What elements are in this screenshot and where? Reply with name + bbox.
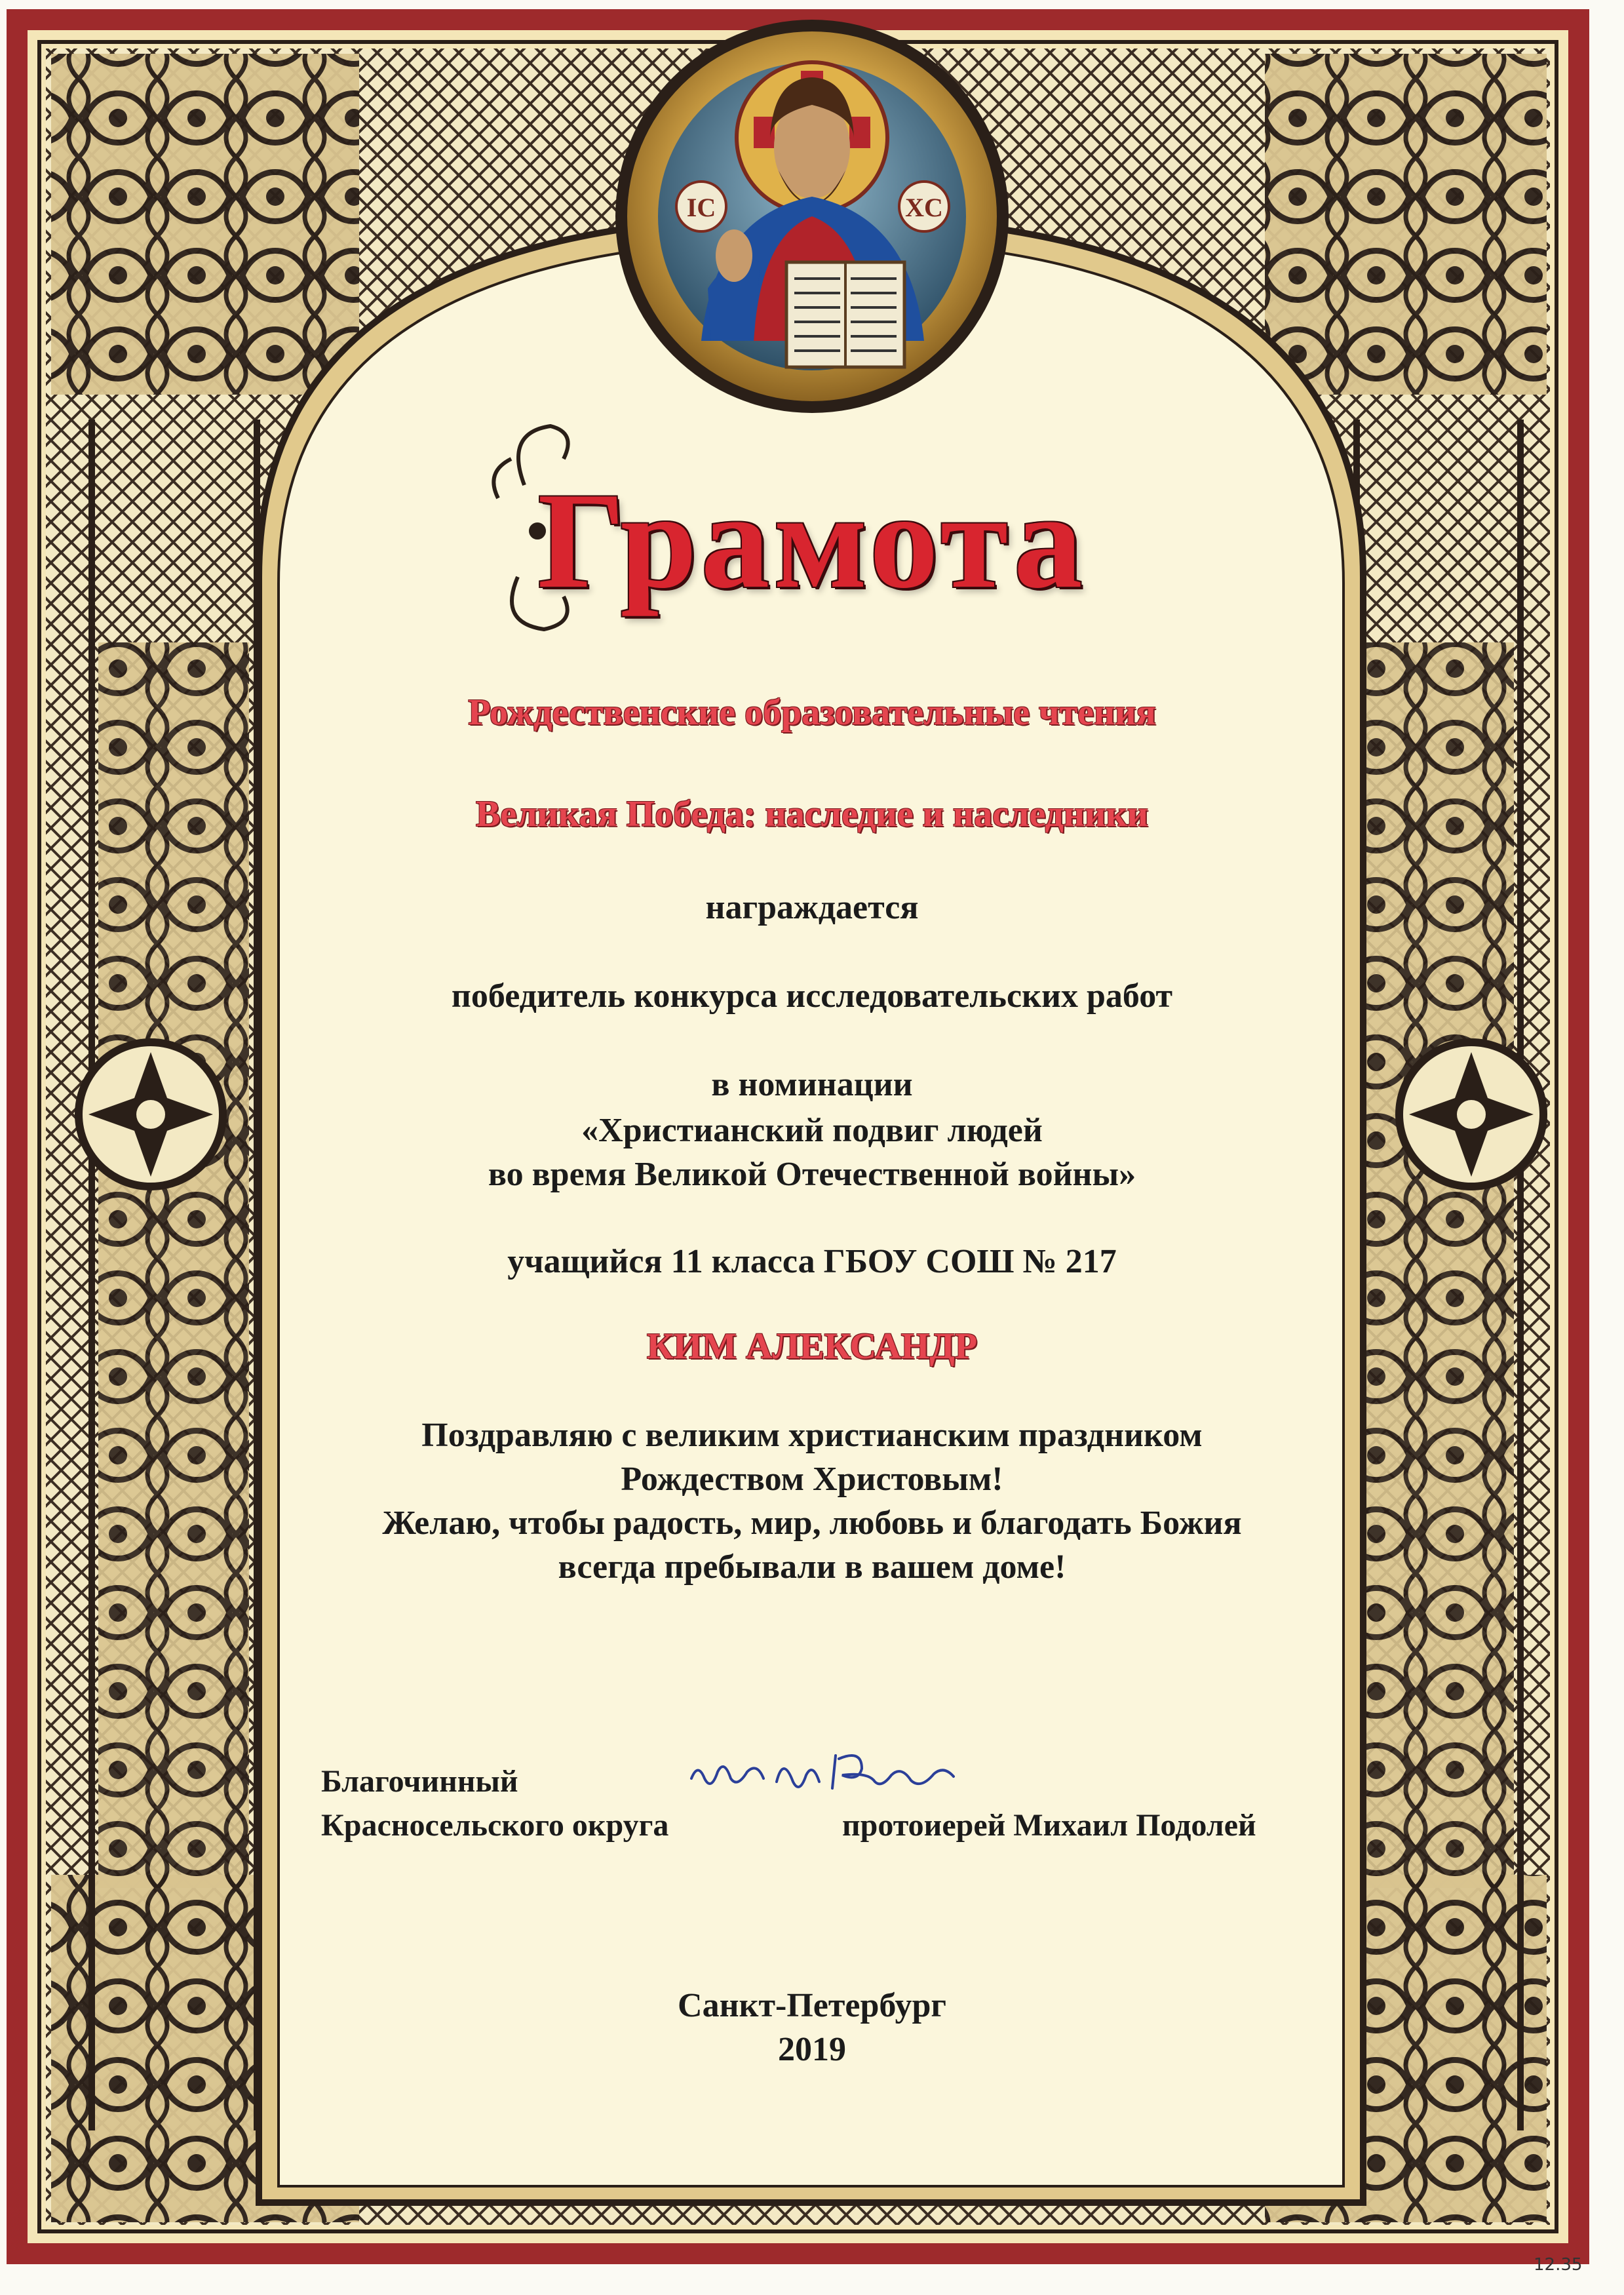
greeting-line-4: всегда пребывали в вашем доме! xyxy=(558,1548,1066,1586)
city: Санкт-Петербург xyxy=(678,1987,946,2024)
icon-letters-left: IC xyxy=(686,193,716,222)
greeting-line-2: Рождеством Христовым! xyxy=(621,1461,1003,1498)
nomination-line1: «Христианский подвиг людей xyxy=(581,1112,1043,1149)
signatory-name: протоиерей Михаил Подолей xyxy=(842,1808,1256,1843)
student-info: учащийся 11 класса ГБОУ СОШ № 217 xyxy=(507,1243,1117,1280)
recipient-name: КИМ АЛЕКСАНДР xyxy=(646,1326,978,1367)
year: 2019 xyxy=(778,2031,846,2068)
nomination-intro: в номинации xyxy=(711,1066,913,1103)
winner-text: победитель конкурса исследовательских работ xyxy=(451,977,1173,1015)
corner-tag: 12.35 xyxy=(1534,2255,1583,2275)
greeting-line-1: Поздравляю с великим христианским праздником xyxy=(421,1417,1203,1454)
certificate-title: Грамота xyxy=(537,465,1087,617)
event-theme: Великая Победа: наследие и наследники xyxy=(476,794,1148,834)
event-name: Рождественские образовательные чтения xyxy=(468,692,1156,733)
nomination-line2: во время Великой Отечественной войны» xyxy=(488,1156,1136,1193)
signatory-role-line2: Красносельского округа xyxy=(321,1808,669,1843)
icon-letters-right: XC xyxy=(905,193,943,222)
christ-pantocrator-icon xyxy=(615,20,1009,413)
awarded-text: награждается xyxy=(705,889,919,926)
greeting-line-3: Желаю, чтобы радость, мир, любовь и благодать Божия xyxy=(382,1504,1242,1542)
signatory-role-line1: Благочинный xyxy=(321,1764,518,1799)
handwritten-signature xyxy=(685,1742,960,1801)
